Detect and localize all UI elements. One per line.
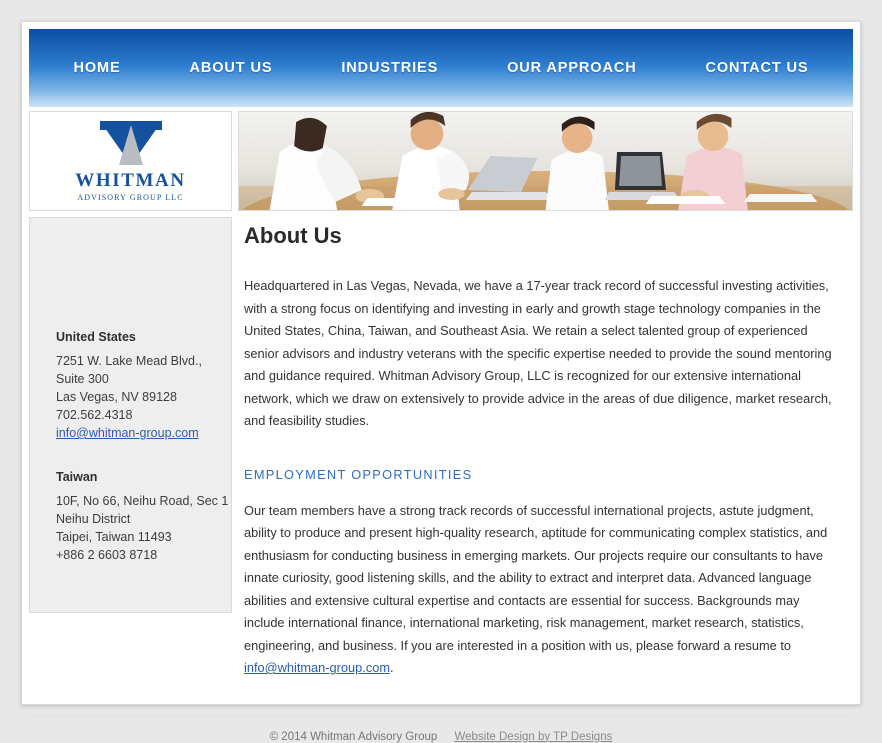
office-title: Taiwan (56, 470, 98, 484)
address-line: Las Vegas, NV 89128 (56, 390, 177, 404)
address-line: 10F, No 66, Neihu Road, Sec 1 (56, 494, 229, 508)
address-line: Taipei, Taiwan 11493 (56, 530, 172, 544)
address-line: 7251 W. Lake Mead Blvd., (56, 354, 202, 368)
employment-period: . (390, 660, 394, 675)
intro-paragraph: Headquartered in Las Vegas, Nevada, we have a 17-year track record of successful investing activities, with a strong focus on identifying and investing in early and growth stage technology companies in the United States, China, Taiwan, and Southeast Asia. We retain a select talented group of experienced senior advisors and industry veterans with the specific expertise needed to provide the sound mentoring and guidance required. Whitman Advisory Group, LLC is recognized for our extensive international network, which we draw on extensively to provide advice in the areas of due diligence, market research, and feasibility studies. (244, 278, 832, 428)
hero-photo (238, 111, 853, 211)
address-line: Suite 300 (56, 372, 109, 386)
nav-item-contact-us[interactable]: CONTACT US (705, 60, 809, 76)
contact-sidebar (29, 217, 232, 613)
nav-item-home[interactable]: HOME (73, 60, 121, 76)
office-taiwan (56, 468, 231, 564)
email-link-us[interactable]: info@whitman-group.com (56, 426, 199, 440)
copyright-text: © 2014 Whitman Advisory Group (269, 730, 438, 743)
logo-wordmark: WHITMAN (75, 169, 186, 191)
phone-number: 702.562.4318 (56, 408, 133, 422)
page-title: About Us (244, 223, 342, 248)
site-logo[interactable] (29, 111, 232, 211)
employment-paragraph (244, 500, 839, 680)
office-united-states (56, 328, 231, 442)
nav-item-our-approach[interactable]: OUR APPROACH (507, 60, 637, 76)
content-band (29, 217, 853, 698)
nav-item-about-us[interactable]: ABOUT US (189, 60, 273, 76)
employment-email-link[interactable]: info@whitman-group.com (244, 660, 390, 675)
designer-credit-link[interactable]: Website Design by TP Designs (454, 730, 613, 743)
main-navigation (29, 29, 853, 107)
employment-heading: EMPLOYMENT OPPORTUNITIES (244, 466, 473, 482)
main-content (232, 217, 853, 698)
site-footer (29, 716, 853, 743)
nav-item-industries[interactable]: INDUSTRIES (341, 60, 439, 76)
site-page (21, 21, 861, 743)
office-title: United States (56, 330, 136, 344)
employment-body-text: Our team members have a strong track records of successful international projects, astute judgment, ability to produce and present high-quality research, aptitude for communicating complex statistics, and enthusiasm for conducting business in emerging markets. Our projects require our consultants to have innate curiosity, good listening skills, and the ability to extract and interpret data. Advanced language abilities and extensive cultural expertise and contacts are essential for success. Backgrounds may include international finance, international marketing, risk management, market research, statistics, engineering, and business. If you are interested in a position with us, please forward a resume to (244, 502, 828, 653)
logo-tagline: ADVISORY GROUP LLC (77, 192, 184, 202)
address-line: Neihu District (56, 512, 131, 526)
hero-illustration (239, 112, 852, 210)
header-band (29, 111, 853, 211)
whitman-w-icon (100, 121, 162, 165)
phone-number: +886 2 6603 8718 (56, 548, 158, 562)
